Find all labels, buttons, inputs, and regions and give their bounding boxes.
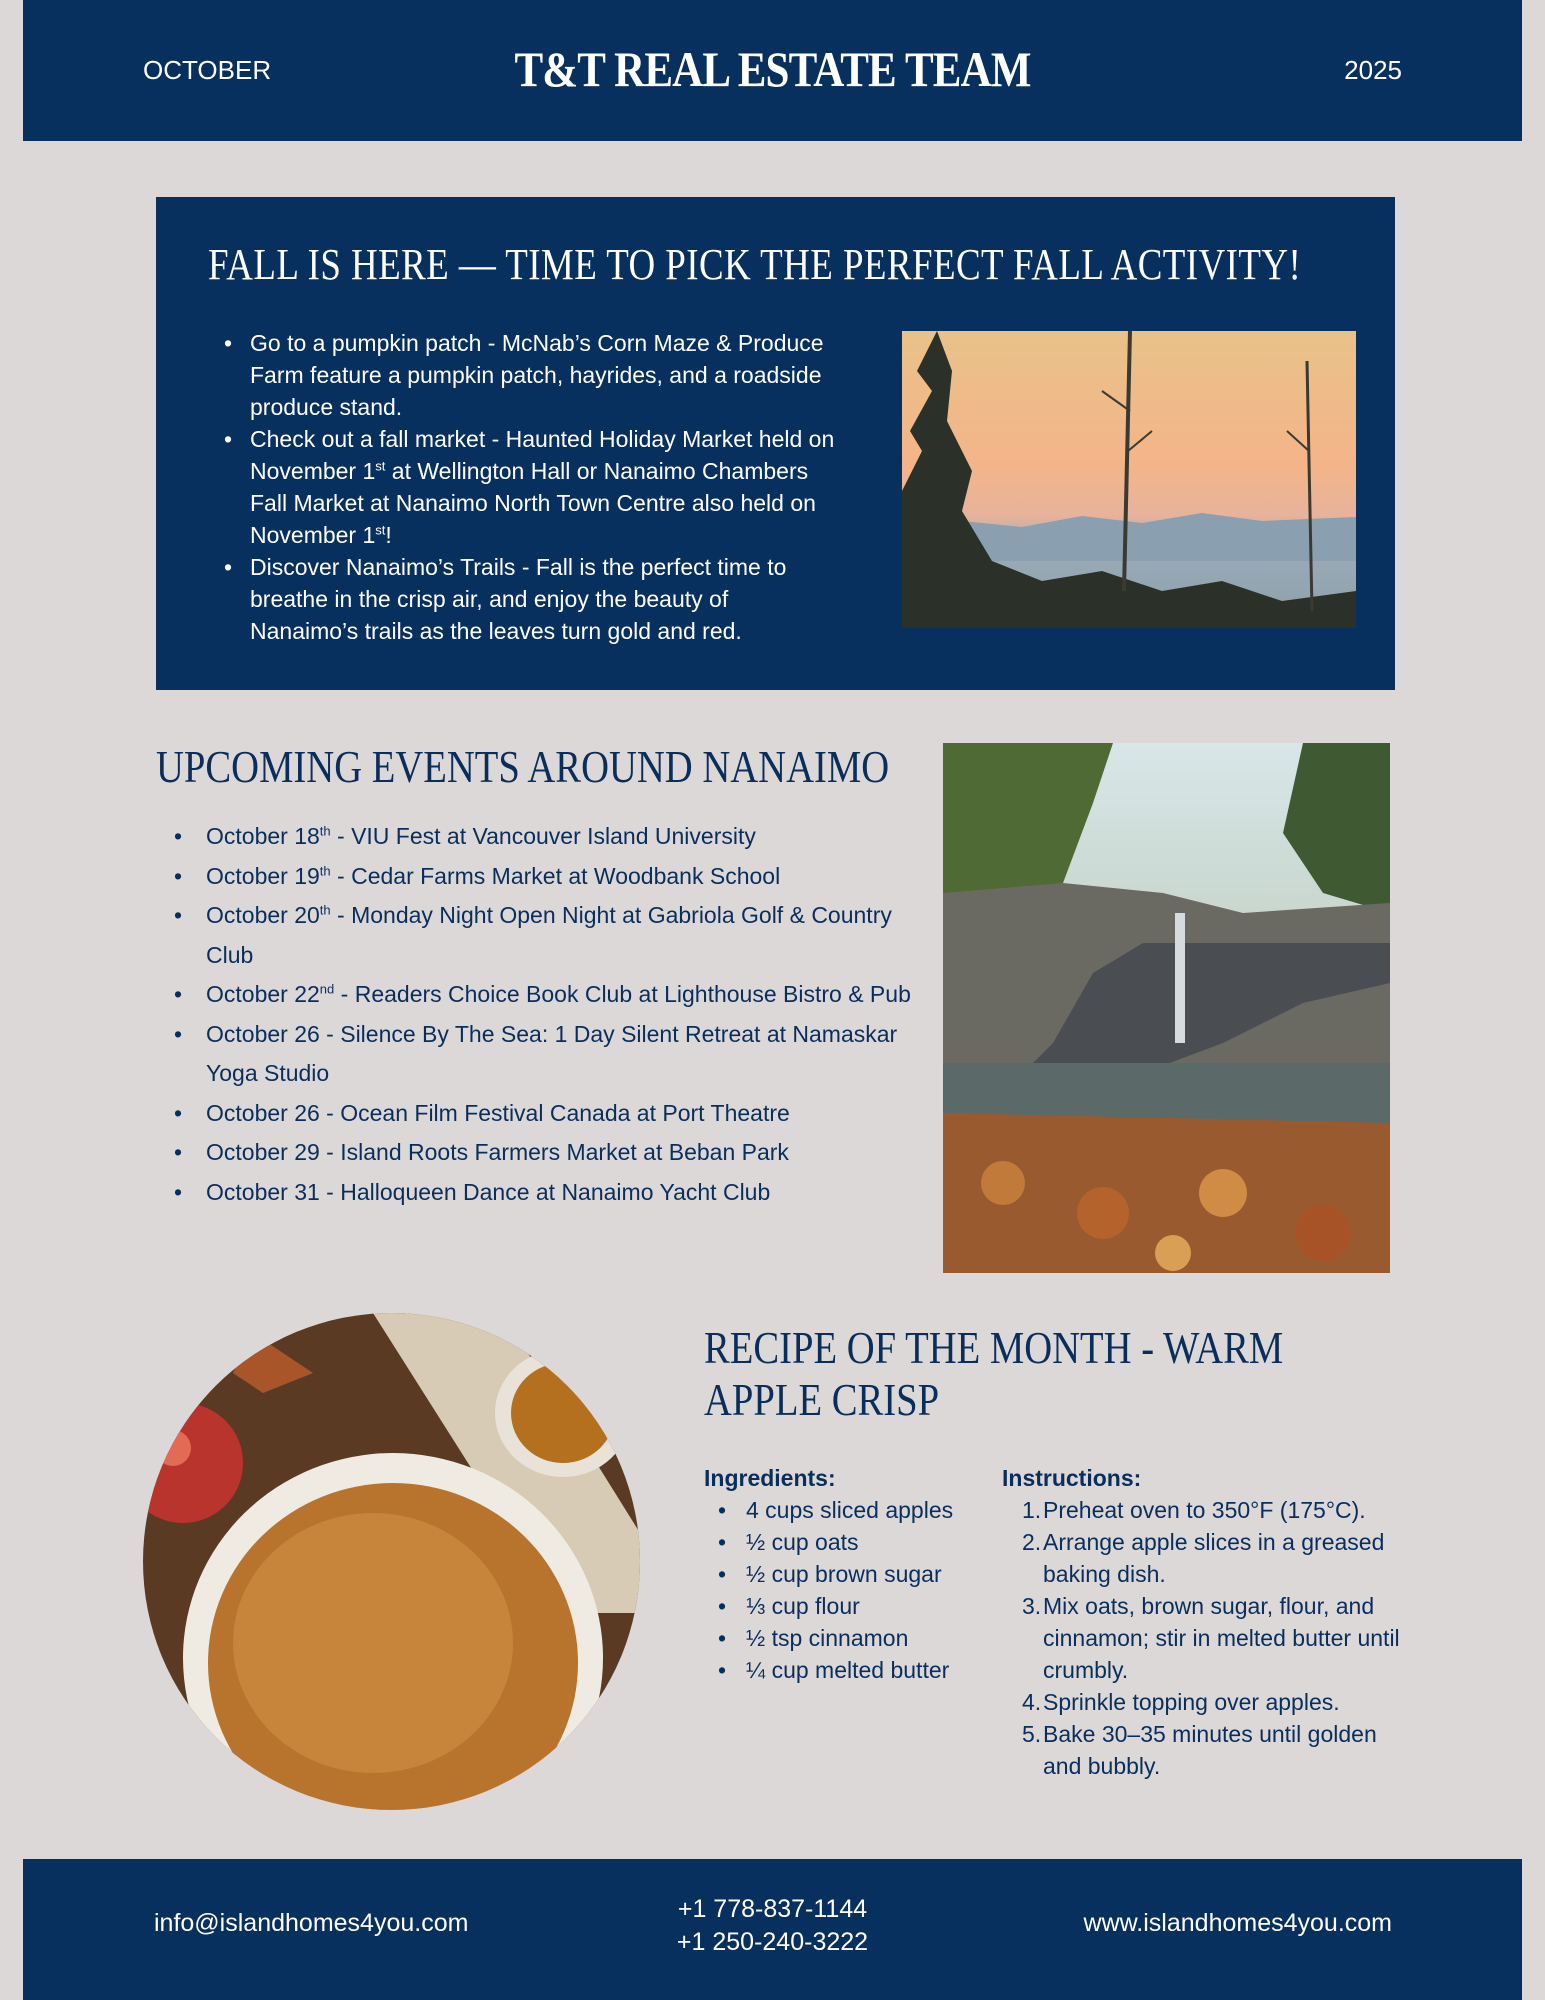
list-item: • October 20th - Monday Night Open Night at Gabriola Golf & Country Club (156, 896, 916, 975)
upcoming-events-section (156, 740, 916, 1212)
list-item: • October 31 - Halloqueen Dance at Nanaimo Yacht Club (156, 1173, 916, 1213)
recipe-section (704, 1322, 1404, 1779)
fall-activities-section (156, 197, 1395, 690)
list-item: • ⅓ cup flour (704, 1590, 994, 1622)
header-month: OCTOBER (143, 55, 272, 85)
waterfall-photo (943, 743, 1390, 1273)
list-item: • October 29 - Island Roots Farmers Market at Beban Park (156, 1133, 916, 1173)
sunset-trees-photo (902, 331, 1356, 628)
ingredients-heading: Ingredients: (704, 1465, 836, 1491)
instructions-column (1002, 1462, 1402, 1782)
list-item: • October 22nd - Readers Choice Book Club at Lighthouse Bistro & Pub (156, 975, 916, 1015)
instructions-heading: Instructions: (1002, 1465, 1142, 1491)
events-list (156, 817, 916, 1212)
list-item: • ½ tsp cinnamon (704, 1622, 994, 1654)
footer-banner (23, 1859, 1522, 2000)
email-link[interactable]: info@islandhomes4you.com (154, 1909, 469, 1937)
list-item: 2. Arrange apple slices in a greased baking dish. (1022, 1529, 1385, 1587)
ingredients-list (704, 1494, 994, 1686)
fall-activities-list (218, 327, 838, 647)
list-item: • ½ cup brown sugar (704, 1558, 994, 1590)
list-item: 5. Bake 30–35 minutes until golden and bubbly. (1022, 1721, 1377, 1779)
list-item: • ¼ cup melted butter (704, 1654, 994, 1686)
header-banner (23, 0, 1522, 141)
phone-link[interactable]: +1 778-837-1144 (677, 1895, 868, 1923)
list-item: • Go to a pumpkin patch - McNab’s Corn Maze & Produce Farm feature a pumpkin patch, hayrides, and a roadside produce stand. (218, 327, 838, 423)
list-item: • ½ cup oats (704, 1526, 994, 1558)
list-item: 3. Mix oats, brown sugar, flour, and cinnamon; stir in melted butter until crumbly. (1022, 1593, 1400, 1683)
list-item: • October 18th - VIU Fest at Vancouver Island University (156, 817, 916, 857)
list-item: • October 26 - Ocean Film Festival Canada at Port Theatre (156, 1094, 916, 1134)
list-item: • October 19th - Cedar Farms Market at Woodbank School (156, 857, 916, 897)
list-item: • Check out a fall market - Haunted Holiday Market held on November 1st at Wellington Hall or Nanaimo Chambers Fall Market at Nanaimo North Town Centre also held on November 1st! (218, 423, 838, 551)
list-item: • 4 cups sliced apples (704, 1494, 994, 1526)
instructions-list (1002, 1494, 1402, 1782)
list-item: • October 26 - Silence By The Sea: 1 Day Silent Retreat at Namaskar Yoga Studio (156, 1015, 916, 1094)
header-year: 2025 (1344, 55, 1402, 85)
brand-title: T&T REAL ESTATE TEAM (514, 41, 1031, 97)
fall-section-title: FALL IS HERE — TIME TO PICK THE PERFECT FALL ACTIVITY! (208, 240, 1302, 289)
list-item: • Discover Nanaimo’s Trails - Fall is the perfect time to breathe in the crisp air, and enjoy the beauty of Nanaimo’s trails as the leaves turn gold and red. (218, 551, 838, 647)
apple-crisp-photo (143, 1313, 640, 1810)
recipe-title: RECIPE OF THE MONTH - WARM APPLE CRISP (704, 1322, 1284, 1425)
website-link[interactable]: www.islandhomes4you.com (1083, 1909, 1392, 1937)
list-item: 1. Preheat oven to 350°F (175°C). (1022, 1497, 1366, 1523)
list-item: 4. Sprinkle topping over apples. (1022, 1689, 1340, 1715)
phone-link[interactable]: +1 250-240-3222 (676, 1928, 869, 1956)
events-title: UPCOMING EVENTS AROUND NANAIMO (156, 741, 890, 792)
ingredients-column (704, 1462, 994, 1686)
